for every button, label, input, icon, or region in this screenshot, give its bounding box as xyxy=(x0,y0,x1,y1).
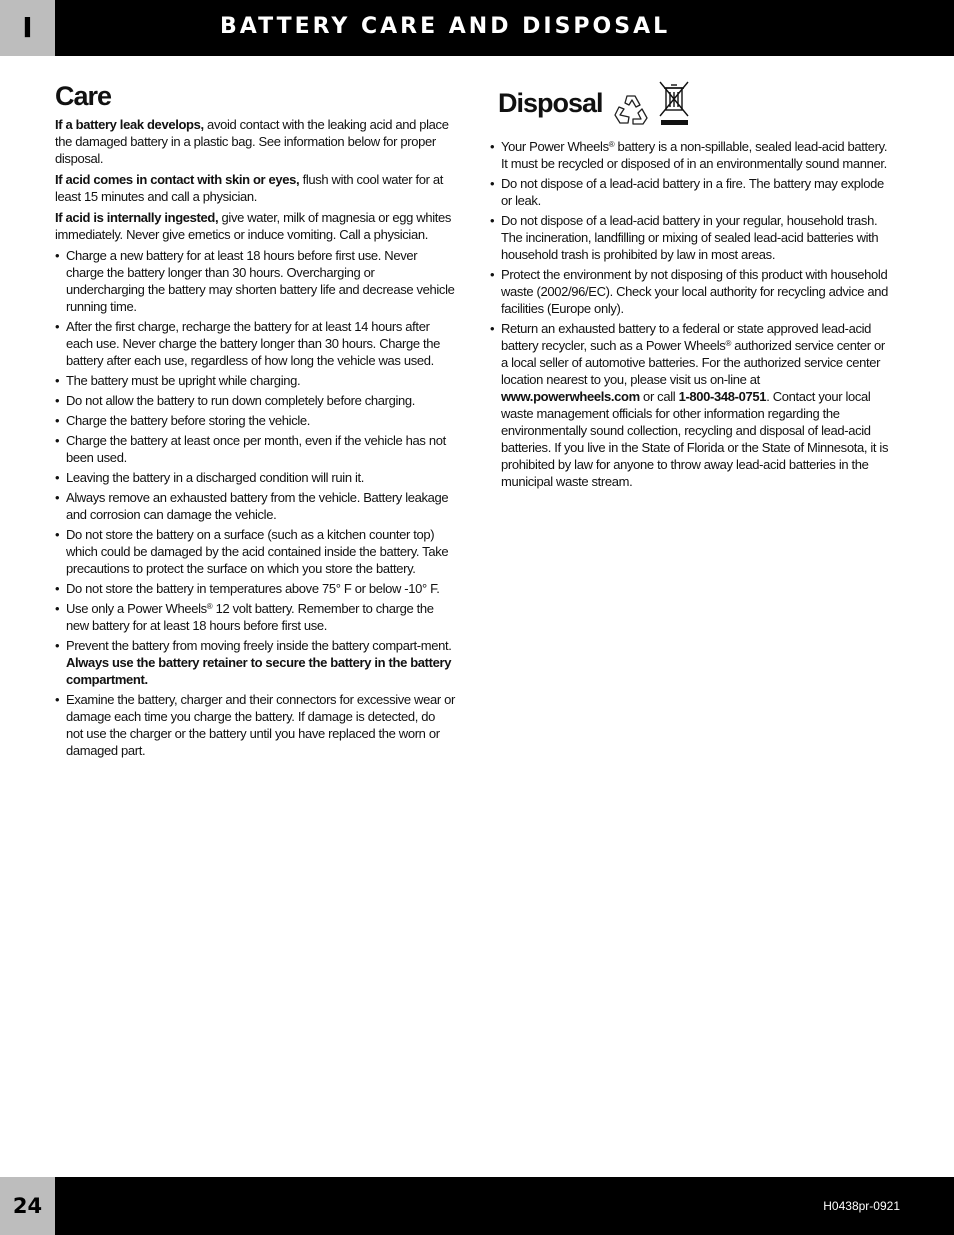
footer-bar xyxy=(0,1177,954,1235)
phone-number: 1-800-348-0751 xyxy=(678,389,767,404)
list-item xyxy=(490,138,894,172)
registered-mark: ® xyxy=(608,140,615,149)
disposal-column xyxy=(490,80,894,493)
care-heading: Care xyxy=(55,81,112,111)
page-title: BATTERY CARE AND DISPOSAL xyxy=(220,14,671,39)
item-emphasis: Always use the battery retainer to secure the battery in the battery compartment. xyxy=(66,655,452,687)
item-text: Return an exhausted battery to a federal or state approved lead-acid battery recycler, such as a Power Wheels xyxy=(501,321,872,353)
list-item: • Charge the battery at least once per month, even if the vehicle has not been used. xyxy=(55,432,455,466)
disposal-icons xyxy=(613,80,691,126)
disposal-heading-row xyxy=(498,80,894,126)
website-link[interactable]: www.powerwheels.com xyxy=(501,389,640,404)
list-item: • Do not allow the battery to run down completely before charging. xyxy=(55,392,455,409)
paragraph-lead: If acid is internally ingested, xyxy=(55,210,219,225)
section-tab: I xyxy=(0,0,55,56)
list-item: • Do not store the battery on a surface (such as a kitchen counter top) which could be damaged by the acid contained inside the battery. Take precautions to protect the surface on which you store the battery. xyxy=(55,526,455,577)
list-item: • Do not dispose of a lead-acid battery in your regular, household trash. The incineration, landfilling or mixing of sealed lead-acid batteries with household trash is prohibited by law in most areas. xyxy=(490,212,894,263)
care-paragraph xyxy=(55,116,455,167)
paragraph-lead: If a battery leak develops, xyxy=(55,117,204,132)
list-item xyxy=(55,600,455,634)
care-bullet-list xyxy=(55,247,455,759)
item-text: authorized service center or a local seller of automotive batteries. For the authorized service center location nearest to you, please visit us on-line at xyxy=(501,338,885,387)
care-paragraph xyxy=(55,171,455,205)
list-item: • Always remove an exhausted battery from the vehicle. Battery leakage and corrosion can damage the vehicle. xyxy=(55,489,455,523)
paragraph-text: avoid contact with the leaking acid and place the damaged battery in a plastic bag. See information below for proper disposal. xyxy=(55,117,449,166)
list-item: • Do not store the battery in temperatures above 75° F or below -10° F. xyxy=(55,580,455,597)
item-text: Prevent the battery from moving freely inside the battery compart-ment. xyxy=(66,638,452,653)
crossed-bin-icon xyxy=(657,80,691,126)
item-text: battery is a non-spillable, sealed lead-acid battery. It must be recycled or disposed of in an environmentally sound manner. xyxy=(501,139,888,171)
list-item: • Charge a new battery for at least 18 hours before first use. Never charge the battery longer than 30 hours. Overcharging or undercharging the battery may shorten battery life and decrease vehicle running time. xyxy=(55,247,455,315)
list-item: • Do not dispose of a lead-acid battery in a fire. The battery may explode or leak. xyxy=(490,175,894,209)
registered-mark: ® xyxy=(725,339,731,348)
paragraph-text: give water, milk of magnesia or egg whites immediately. Never give emetics or induce vomiting. Call a physician. xyxy=(55,210,452,242)
disposal-heading: Disposal xyxy=(498,88,603,118)
item-text: . Contact your local waste management officials for other information regarding the environmentally sound collection, recycling and disposal of lead-acid batteries. If you live in the State of Florida or the State of Minnesota, it is prohibited by law for anyone to throw away lead-acid batteries in the municipal waste stream. xyxy=(501,389,889,489)
list-item: • The battery must be upright while charging. xyxy=(55,372,455,389)
list-item: • After the first charge, recharge the battery for at least 14 hours after each use. Never charge the battery longer than 30 hours. Charge the battery after each use, regardless of how long the vehicle was used. xyxy=(55,318,455,369)
care-column xyxy=(55,80,455,762)
paragraph-lead: If acid comes in contact with skin or eyes, xyxy=(55,172,300,187)
list-item: • Leaving the battery in a discharged condition will ruin it. xyxy=(55,469,455,486)
list-item xyxy=(490,320,894,490)
list-item xyxy=(55,637,455,688)
recycle-icon xyxy=(613,92,649,126)
disposal-bullet-list xyxy=(490,138,894,490)
care-paragraph xyxy=(55,209,455,243)
list-item: • Protect the environment by not disposing of this product with household waste (2002/96/EC). Check your local authority for recycling advice and facilities (Europe only). xyxy=(490,266,894,317)
item-text: or call xyxy=(639,389,679,404)
list-item: • Charge the battery before storing the vehicle. xyxy=(55,412,455,429)
header-bar xyxy=(0,0,954,56)
item-text: Use only a Power Wheels xyxy=(66,601,207,616)
paragraph-text: flush with cool water for at least 15 minutes and call a physician. xyxy=(55,172,444,204)
registered-mark: ® xyxy=(206,602,213,611)
document-code: H0438pr-0921 xyxy=(823,1199,900,1213)
page-number: 24 xyxy=(0,1177,55,1235)
item-text: 12 volt battery. Remember to charge the new battery for at least 18 hours before first use. xyxy=(66,601,434,633)
list-item: • Examine the battery, charger and their connectors for excessive wear or damage each time you charge the battery. If damage is detected, do not use the charger or the battery until you have replaced the worn or damaged part. xyxy=(55,691,455,759)
item-text: Your Power Wheels xyxy=(501,139,609,154)
